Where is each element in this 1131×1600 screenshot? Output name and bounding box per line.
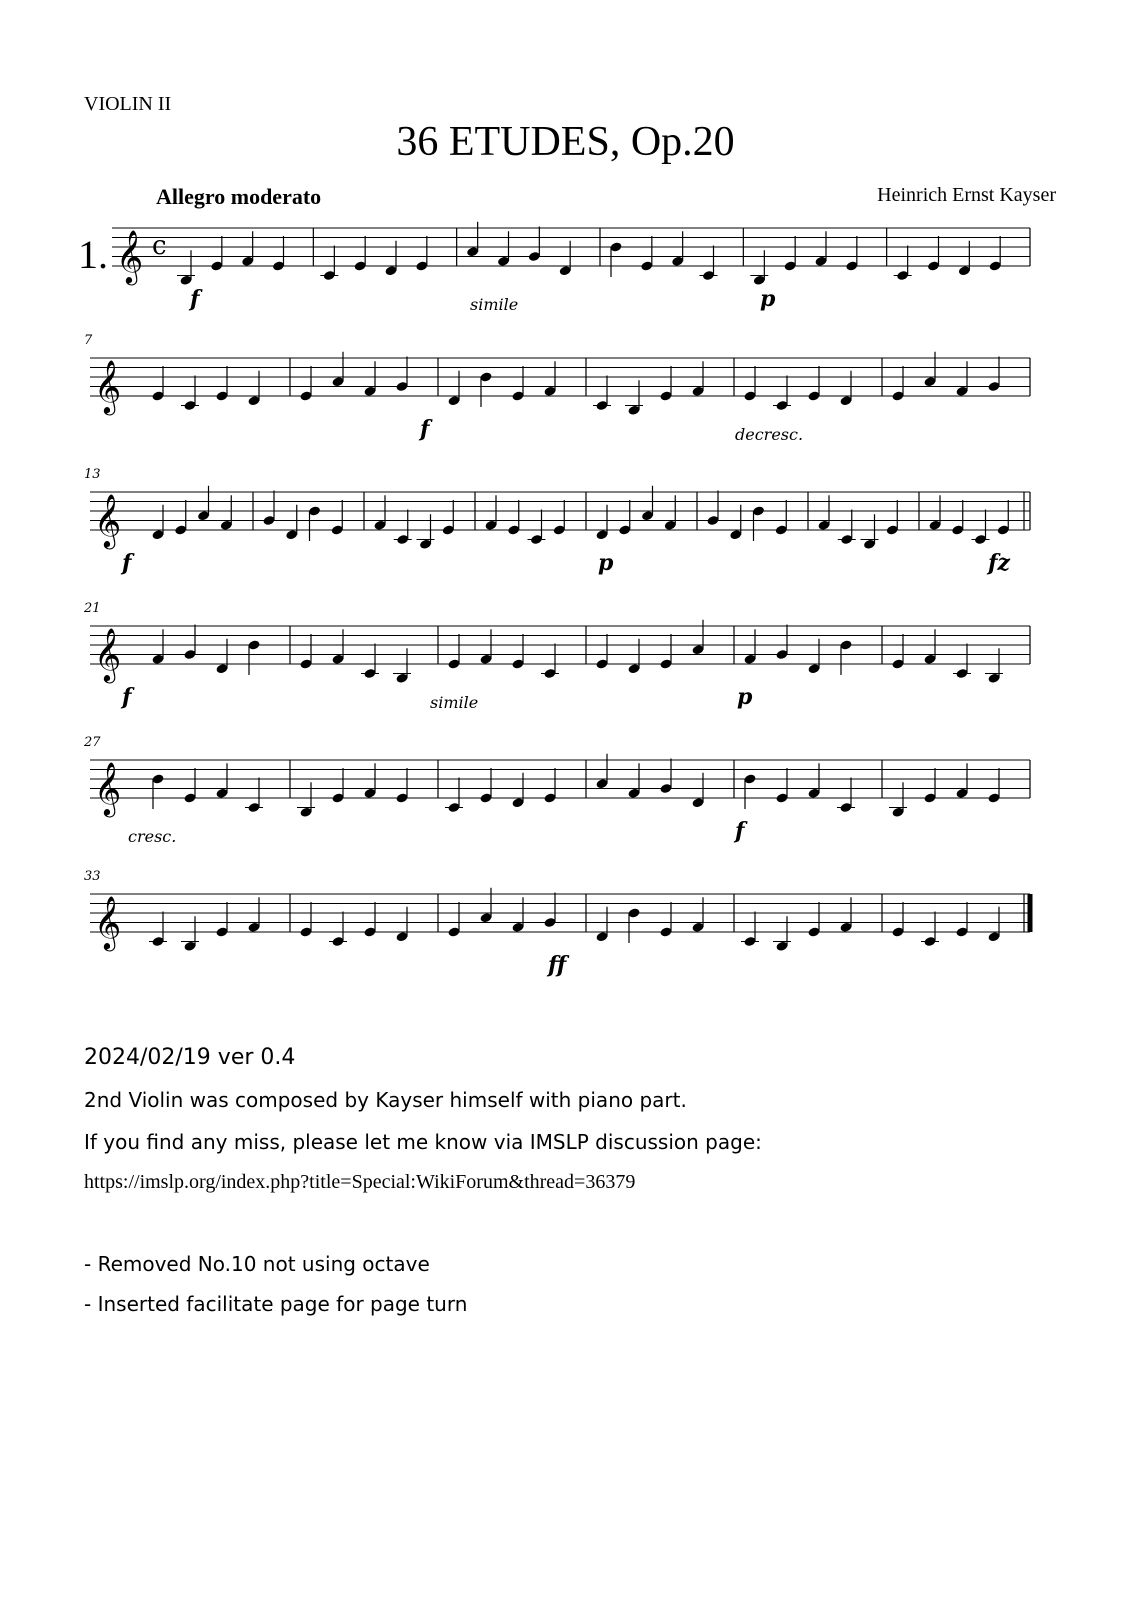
measure-number: 7 [84,333,93,348]
time-signature-icon: c [152,231,167,261]
treble-clef-icon: 𝄞 [94,627,122,681]
expression-marking: simile [470,295,519,314]
dynamic-marking: f [190,286,200,312]
measure-number: 33 [84,869,101,884]
note-line-1: 2nd Violin was composed by Kayser himself with piano part. [84,1088,687,1112]
composer-name: Heinrich Ernst Kayser [877,184,1056,206]
dynamic-marking: fz [988,550,1010,576]
measure-number: 21 [84,601,101,616]
treble-clef-icon: 𝄞 [94,895,122,949]
dynamic-marking: p [737,684,753,710]
page-title: 36 ETUDES, Op.20 [396,119,735,165]
dynamic-marking: f [420,416,430,442]
dynamic-marking: ff [548,952,567,978]
expression-marking: decresc. [735,425,804,444]
measure-number: 13 [84,467,101,482]
dynamic-marking: f [122,684,132,710]
treble-clef-icon: 𝄞 [94,761,122,815]
change-item-2: - Inserted facilitate page for page turn [84,1292,468,1316]
dynamic-marking: f [122,550,132,576]
treble-clef-icon: 𝄞 [116,229,144,283]
etude-number: 1. [78,232,108,277]
note-line-3-url: https://imslp.org/index.php?title=Special:WikiForum&thread=36379 [84,1171,636,1193]
note-line-2: If you find any miss, please let me know via IMSLP discussion page: [84,1130,762,1154]
treble-clef-icon: 𝄞 [94,359,122,413]
expression-marking: simile [430,693,479,712]
dynamic-marking: p [598,550,614,576]
measure-number: 27 [84,735,101,750]
tempo-marking: Allegro moderato [156,184,322,209]
change-item-1: - Removed No.10 not using octave [84,1252,430,1276]
expression-marking: cresc. [128,827,177,846]
dynamic-marking: p [760,286,776,312]
treble-clef-icon: 𝄞 [94,493,122,547]
version-text: 2024/02/19 ver 0.4 [84,1045,296,1070]
dynamic-marking: f [735,818,745,844]
part-name: VIOLIN II [84,93,172,115]
